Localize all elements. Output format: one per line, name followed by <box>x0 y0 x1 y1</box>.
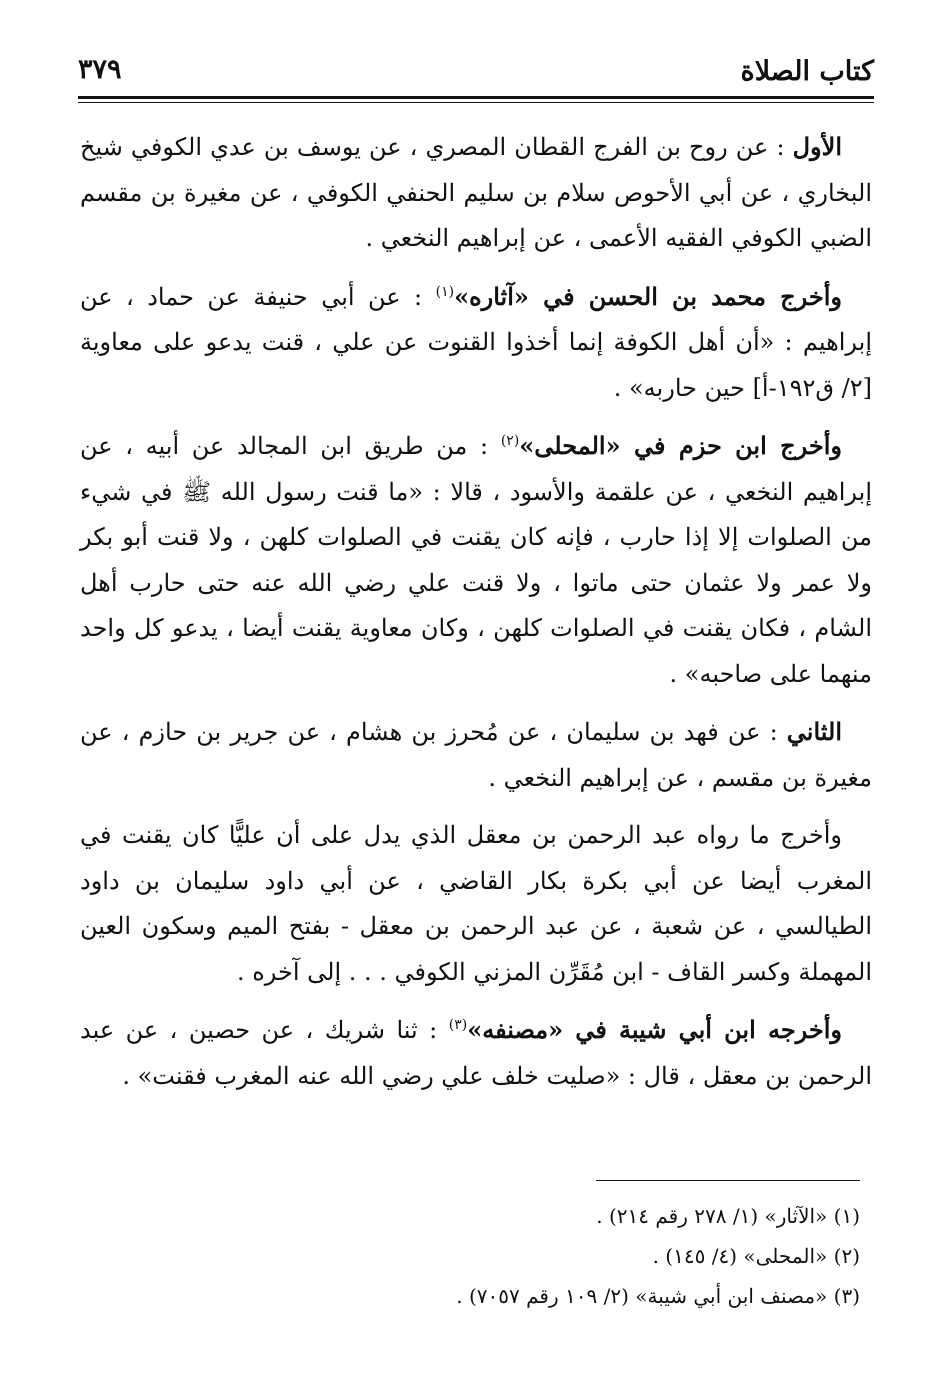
paragraph-text: : عن روح بن الفرج القطان المصري ، عن يوسف بن عدي الكوفي شيخ البخاري ، عن أبي الأحوص سلام بن سليم الحنفي الكوفي ، عن مغيرة بن مقسم الضبي الكوفي الفقيه الأعمى ، عن إبراهيم النخعي . <box>80 133 872 252</box>
paragraph-lead: وأخرج ابن حزم في «المحلى» <box>519 431 843 460</box>
footnote-ref[interactable]: (١) <box>435 283 455 300</box>
paragraph-lead: الأول <box>792 132 842 161</box>
paragraph-text: : ثنا شريك ، عن حصين ، عن عبد الرحمن بن معقل ، قال : «صليت خلف علي رضي الله عنه المغرب فقنت» . <box>80 1016 872 1090</box>
footnote-ref[interactable]: (٣) <box>448 1017 468 1033</box>
footnote-3: (٣) «مصنف ابن أبي شيبة» (٢/ ١٠٩ رقم ٧٠٥٧) . <box>456 1284 860 1308</box>
body-text <box>80 124 872 1111</box>
page-number: ٣٧٩ <box>78 54 122 85</box>
paragraph-3 <box>80 423 872 697</box>
paragraph-4 <box>80 709 872 801</box>
chapter-title: كتاب الصلاة <box>740 56 874 87</box>
footnote-separator <box>596 1180 860 1181</box>
paragraph-text: : عن فهد بن سليمان ، عن مُحرز بن هشام ، عن جرير بن حازم ، عن مغيرة بن مقسم ، عن إبراهيم النخعي . <box>80 718 872 792</box>
paragraph-text: : عن أبي حنيفة عن حماد ، عن إبراهيم : «أن أهل الكوفة إنما أخذوا القنوت عن علي ، قنت يدعو على معاوية [٢/ ق١٩٢-أ] حين حاربه» . <box>80 282 872 402</box>
footnotes <box>80 1196 860 1316</box>
paragraph-lead: وأخرج محمد بن الحسن في «آثاره» <box>454 281 842 311</box>
paragraph-2 <box>80 274 872 412</box>
paragraph-lead: الثاني <box>786 717 842 746</box>
paragraph-1 <box>80 124 872 262</box>
footnote-ref[interactable]: (٢) <box>500 433 520 449</box>
running-header <box>78 52 874 94</box>
paragraph-5 <box>80 813 872 995</box>
paragraph-text: وأخرج ما رواه عبد الرحمن بن معقل الذي يدل على أن عليًّا كان يقنت في المغرب أيضا عن أبي بكرة بكار القاضي ، عن أبي داود سليمان بن داود الطيالسي ، عن شعبة ، عن عبد الرحمن بن معقل - بفتح الميم وسكون العين المهملة وكسر القاف - ابن مُقَرِّن المزني الكوفي . . . إلى آخره . <box>80 821 872 986</box>
paragraph-text: : من طريق ابن المجالد عن أبيه ، عن إبراهيم النخعي ، عن علقمة والأسود ، قالا : «ما قنت رسول الله ﷺ في شيء من الصلوات إلا إذا حارب ، فإنه كان يقنت في الصلوات كلهن ، ولا قنت أبو بكر ولا عمر ولا عثمان حتى ماتوا ، ولا قنت علي رضي الله عنه حتى حارب أهل الشام ، فكان يقنت في الصلوات كلهن ، وكان معاوية يقنت أيضا ، يدعو كل واحد منهما على صاحبه» . <box>80 432 872 688</box>
header-rule <box>78 96 874 99</box>
footnote-2: (٢) «المحلى» (٤/ ١٤٥) . <box>652 1244 860 1268</box>
footnote-1: (١) «الآثار» (١/ ٢٧٨ رقم ٢١٤) . <box>596 1204 860 1228</box>
paragraph-6 <box>80 1007 872 1099</box>
header-rule-thin <box>78 102 874 103</box>
paragraph-lead: وأخرجه ابن أبي شيبة في «مصنفه» <box>467 1015 843 1044</box>
